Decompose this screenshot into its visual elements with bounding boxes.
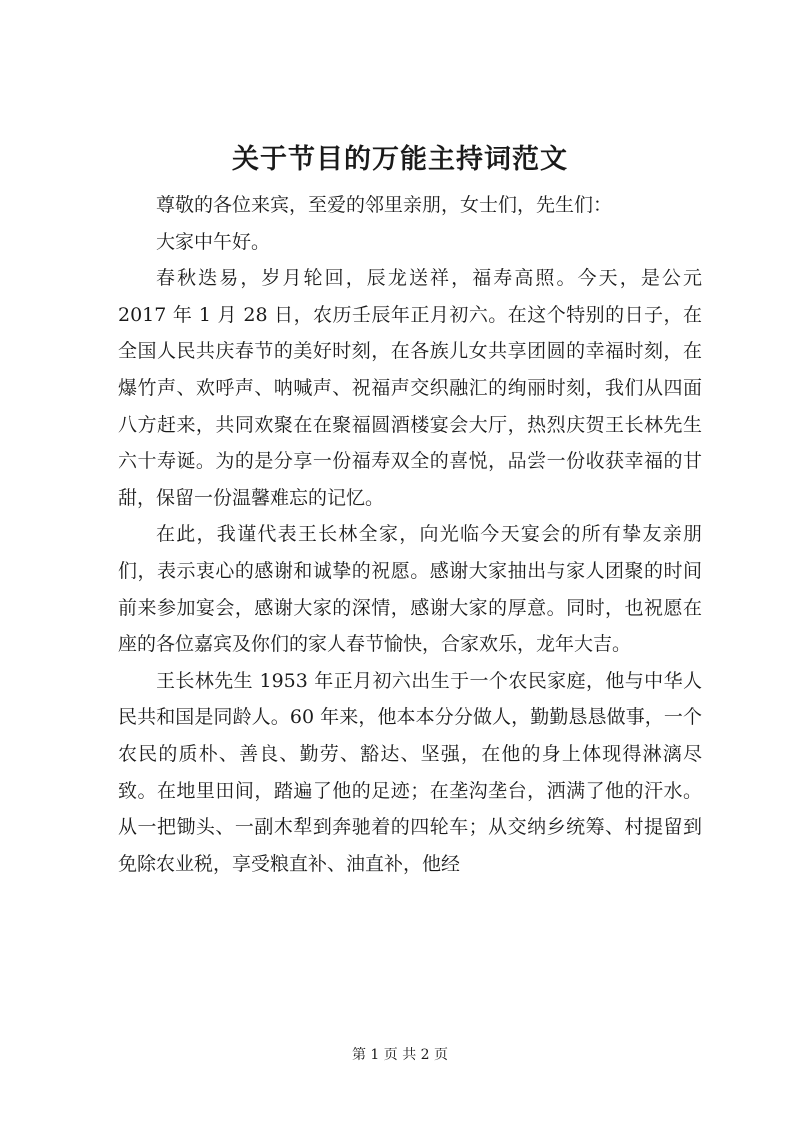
paragraph-greeting: 尊敬的各位来宾，至爱的邻里亲朋，女士们，先生们： — [156, 194, 613, 216]
paragraph-opening: 春秋迭易，岁月轮回，辰龙送祥，福寿高照。今天，是公元 2017 年 1 月 28 日，农历壬辰年正月初六。在这个特别的日子，在全国人民共庆春节的美好时刻，在各族儿女共享团圆的幸福时刻，在爆竹声、欢呼声、呐喊声、祝福声交织融汇的绚丽时刻，我们从四面八方赶来，共同欢聚在在聚福圆酒楼宴会大厅，热烈庆贺王长林先生六十寿诞。为的是分享一份福寿双全的喜悦，品尝一份收获幸福的甘甜，保留一份温馨难忘的记忆。 — [118, 267, 702, 509]
document-title: 关于节目的万能主持词范文 — [232, 144, 568, 175]
paragraph-salutation: 大家中午好。 — [156, 230, 271, 253]
paragraph-thanks: 在此，我谨代表王长林全家，向光临今天宴会的所有挚友亲朋们，表示衷心的感谢和诚挚的祝愿。感谢大家抽出与家人团聚的时间前来参加宴会，感谢大家的深情，感谢大家的厚意。同时，也祝愿在座的各位嘉宾及你们的家人春节愉快，合家欢乐，龙年大吉。 — [118, 523, 702, 656]
page-footer: 第 1 页 共 2 页 — [351, 1047, 449, 1063]
document-body — [118, 187, 702, 882]
paragraph-biography: 王长林先生 1953 年正月初六出生于一个农民家庭，他与中华人民共和国是同龄人。60 年来，他本本分分做人，勤勤恳恳做事，一个农民的质朴、善良、勤劳、豁达、坚强，在他的身上体现得淋漓尽致。在地里田间，踏遍了他的足迹；在垄沟垄台，洒满了他的汗水。从一把锄头、一副木犁到奔驰着的四轮车；从交纳乡统筹、村提留到免除农业税，享受粮直补、油直补，他经 — [118, 669, 702, 875]
